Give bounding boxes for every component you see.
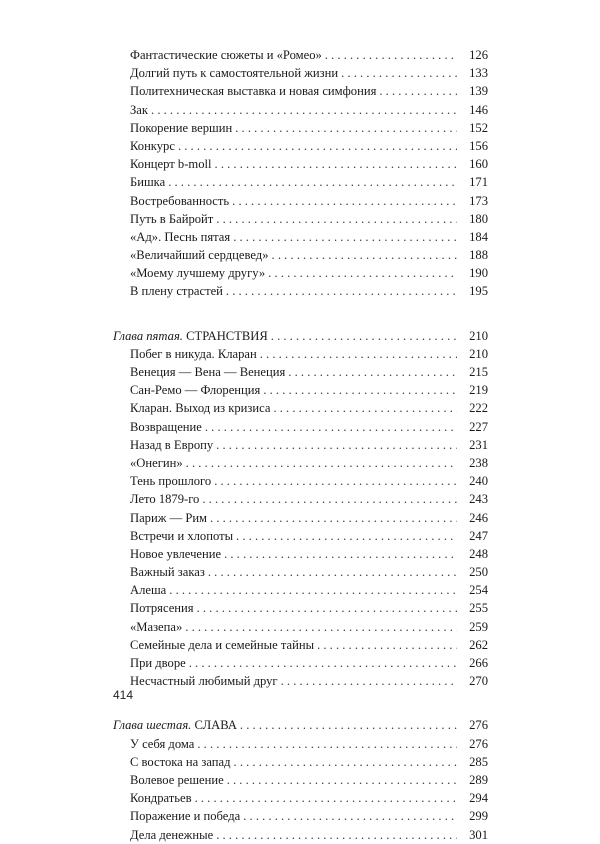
chapter-name: СЛАВА: [191, 718, 237, 733]
toc-entry[interactable]: [113, 363, 488, 381]
dot-leader: [271, 327, 457, 345]
dot-leader: [169, 581, 457, 599]
toc-entry[interactable]: [113, 155, 488, 173]
toc-entry[interactable]: [113, 345, 488, 363]
dot-leader: [214, 472, 457, 490]
toc-entry-title: Алеша: [130, 583, 167, 598]
dot-leader: [240, 716, 457, 734]
toc-entry-title: Дела денежные: [130, 827, 214, 842]
toc-entry-page: 299: [469, 809, 488, 824]
chapter-name: СТРАНСТВИЯ: [182, 328, 268, 343]
toc-entry-page: 173: [469, 193, 488, 208]
toc-entry[interactable]: [113, 381, 488, 399]
toc-entry[interactable]: [113, 399, 488, 417]
toc-entry[interactable]: [113, 672, 488, 690]
toc-entry-title: Поражение и победа: [130, 809, 241, 824]
toc-entry-title: «Онегин»: [130, 455, 183, 470]
toc-entry-title: Кондратьев: [130, 791, 192, 806]
toc-entry[interactable]: [113, 454, 488, 472]
toc-entry-title: Встречи и хлопоты: [130, 528, 234, 543]
toc-entry-page: 248: [469, 546, 488, 561]
toc-entry-title: Зак: [130, 102, 149, 117]
toc-entry-page: 254: [469, 583, 488, 598]
toc-entry-page: 152: [469, 120, 488, 135]
toc-entry[interactable]: [113, 563, 488, 581]
toc-entry-page: 188: [469, 248, 488, 263]
toc-entry-page: 126: [469, 48, 488, 62]
dot-leader: [189, 654, 457, 672]
toc-entry-title: Несчастный любимый друг: [130, 674, 278, 689]
dot-leader: [232, 192, 457, 210]
toc-entry[interactable]: [113, 64, 488, 82]
toc-entry-title: Путь в Байройт: [130, 211, 214, 226]
chapter-heading[interactable]: [113, 716, 488, 734]
chapter-number: Глава шестая.: [113, 718, 192, 733]
toc-entry[interactable]: [113, 807, 488, 825]
dot-leader: [341, 64, 457, 82]
toc-entry[interactable]: [113, 472, 488, 490]
toc-entry[interactable]: [113, 789, 488, 807]
toc-entry-page: 243: [469, 492, 488, 507]
toc-entry[interactable]: [113, 82, 488, 100]
toc-entry[interactable]: [113, 119, 488, 137]
toc-entry[interactable]: [113, 618, 488, 636]
toc-entry[interactable]: [113, 137, 488, 155]
dot-leader: [178, 137, 457, 155]
toc-entry-page: 262: [469, 637, 488, 652]
toc-entry-page: 222: [469, 401, 488, 416]
dot-leader: [226, 282, 457, 300]
toc-entry-title: Париж — Рим: [130, 510, 208, 525]
toc-entry-page: 156: [469, 138, 488, 153]
dot-leader: [208, 563, 457, 581]
toc-entry[interactable]: [113, 545, 488, 563]
section-gap: [113, 690, 488, 716]
toc-entry-page: 289: [469, 772, 488, 787]
toc-entry-title: Кларан. Выход из кризиса: [130, 401, 271, 416]
chapter-title: [113, 327, 268, 345]
dot-leader: [186, 454, 457, 472]
toc-entry[interactable]: [113, 527, 488, 545]
toc-entry-title: С востока на запад: [130, 754, 231, 769]
dot-leader: [263, 381, 457, 399]
toc-entry-title: Назад в Европу: [130, 437, 214, 452]
toc-entry[interactable]: [113, 490, 488, 508]
toc-entry[interactable]: [113, 192, 488, 210]
toc-entry-page: 160: [469, 157, 488, 172]
toc-entry[interactable]: [113, 826, 488, 844]
dot-leader: [216, 210, 457, 228]
toc-entry[interactable]: [113, 753, 488, 771]
toc-entry[interactable]: [113, 581, 488, 599]
dot-leader: [216, 436, 457, 454]
toc-entry[interactable]: [113, 599, 488, 617]
toc-entry-page: 276: [469, 736, 488, 751]
toc-entry-page: 240: [469, 474, 488, 489]
toc-entry-title: Сан-Ремо — Флоренция: [130, 383, 261, 398]
toc-entry-page: 180: [469, 211, 488, 226]
dot-leader: [272, 246, 457, 264]
toc-entry-title: У себя дома: [130, 736, 195, 751]
toc-entry-page: 210: [469, 346, 488, 361]
toc-entry-title: «Мазепа»: [130, 619, 183, 634]
toc-entry[interactable]: [113, 282, 488, 300]
toc-entry[interactable]: [113, 246, 488, 264]
toc-entry-page: 259: [469, 619, 488, 634]
toc-entry-page: 171: [469, 175, 488, 190]
toc-entry-title: Лето 1879-го: [130, 492, 200, 507]
toc-entry-page: 301: [469, 827, 488, 842]
toc-entry-page: 250: [469, 565, 488, 580]
dot-leader: [197, 735, 457, 753]
toc-entry-title: Покорение вершин: [130, 120, 233, 135]
toc-entry-page: 133: [469, 66, 488, 81]
toc-entry[interactable]: [113, 436, 488, 454]
toc-entry[interactable]: [113, 636, 488, 654]
toc-entry[interactable]: [113, 228, 488, 246]
dot-leader: [243, 807, 457, 825]
dot-leader: [281, 672, 457, 690]
toc-entry[interactable]: [113, 771, 488, 789]
dot-leader: [210, 509, 457, 527]
toc-entry-title: Возвращение: [130, 419, 202, 434]
toc-entry[interactable]: [113, 101, 488, 119]
toc-entry-title: Новое увлечение: [130, 546, 222, 561]
dot-leader: [288, 363, 457, 381]
page-number: 414: [113, 688, 134, 702]
toc-entry-page: 238: [469, 455, 488, 470]
toc-entry-page: 266: [469, 656, 488, 670]
chapter-title: [113, 716, 237, 734]
chapter-heading[interactable]: [113, 327, 488, 345]
table-of-contents: [113, 46, 488, 844]
toc-entry[interactable]: [113, 264, 488, 282]
dot-leader: [233, 228, 457, 246]
toc-entry-page: 215: [469, 365, 488, 379]
toc-entry-page: 246: [469, 510, 488, 525]
toc-entry-page: 227: [469, 419, 488, 434]
dot-leader: [215, 155, 457, 173]
dot-leader: [224, 545, 457, 563]
toc-entry-title: В плену страстей: [130, 284, 223, 299]
dot-leader: [273, 399, 457, 417]
toc-entry-page: 190: [469, 266, 488, 281]
toc-entry-page: 270: [469, 674, 488, 689]
chapter-page-number: 276: [469, 718, 488, 733]
toc-entry-page: 231: [469, 437, 488, 452]
toc-entry-title: Тень прошлого: [130, 474, 212, 489]
dot-leader: [185, 618, 457, 636]
chapter-page-number: 210: [469, 328, 488, 343]
toc-entry[interactable]: [113, 46, 488, 64]
dot-leader: [260, 345, 457, 363]
toc-entry-page: 139: [469, 84, 488, 99]
toc-entry-title: «Величайший сердцевед»: [130, 248, 269, 263]
toc-entry-title: Потрясения: [130, 601, 194, 616]
toc-entry-page: 255: [469, 601, 488, 616]
toc-entry-title: Политехническая выставка и новая симфония: [130, 84, 377, 99]
toc-entry-title: Фантастические сюжеты и «Ромео»: [130, 48, 322, 62]
toc-entry-page: 294: [469, 791, 488, 806]
dot-leader: [151, 101, 457, 119]
dot-leader: [216, 826, 457, 844]
dot-leader: [325, 46, 457, 64]
dot-leader: [202, 490, 457, 508]
toc-entry-title: Концерт b-moll: [130, 157, 212, 172]
toc-entry[interactable]: [113, 173, 488, 191]
section-gap: [113, 301, 488, 327]
toc-entry-title: Важный заказ: [130, 565, 205, 580]
toc-entry[interactable]: [113, 418, 488, 436]
dot-leader: [197, 599, 457, 617]
toc-entry[interactable]: [113, 210, 488, 228]
toc-entry-title: Волевое решение: [130, 772, 224, 787]
toc-entry[interactable]: [113, 654, 488, 672]
dot-leader: [317, 636, 457, 654]
dot-leader: [236, 527, 457, 545]
toc-entry-title: Востребованность: [130, 193, 230, 208]
toc-entry-page: 247: [469, 528, 488, 543]
dot-leader: [168, 173, 457, 191]
toc-entry-title: Побег в никуда. Кларан: [130, 346, 257, 361]
chapter-number: Глава пятая.: [113, 328, 183, 343]
dot-leader: [268, 264, 457, 282]
toc-entry-title: Долгий путь к самостоятельной жизни: [130, 66, 339, 81]
toc-entry-title: При дворе: [130, 656, 186, 670]
toc-entry-title: Венеция — Вена — Венеция: [130, 365, 286, 379]
toc-entry-page: 146: [469, 102, 488, 117]
toc-entry-page: 195: [469, 284, 488, 299]
toc-entry-page: 285: [469, 754, 488, 769]
dot-leader: [379, 82, 457, 100]
toc-entry-title: Бишка: [130, 175, 166, 190]
toc-entry-title: «Моему лучшему другу»: [130, 266, 266, 281]
dot-leader: [227, 771, 457, 789]
toc-entry[interactable]: [113, 509, 488, 527]
toc-entry-page: 184: [469, 229, 488, 244]
toc-entry-title: Семейные дела и семейные тайны: [130, 637, 315, 652]
toc-entry-title: Конкурс: [130, 138, 175, 153]
dot-leader: [205, 418, 457, 436]
dot-leader: [235, 119, 457, 137]
dot-leader: [195, 789, 457, 807]
toc-entry[interactable]: [113, 735, 488, 753]
dot-leader: [234, 753, 457, 771]
toc-entry-title: «Ад». Песнь пятая: [130, 229, 231, 244]
toc-entry-page: 219: [469, 383, 488, 398]
